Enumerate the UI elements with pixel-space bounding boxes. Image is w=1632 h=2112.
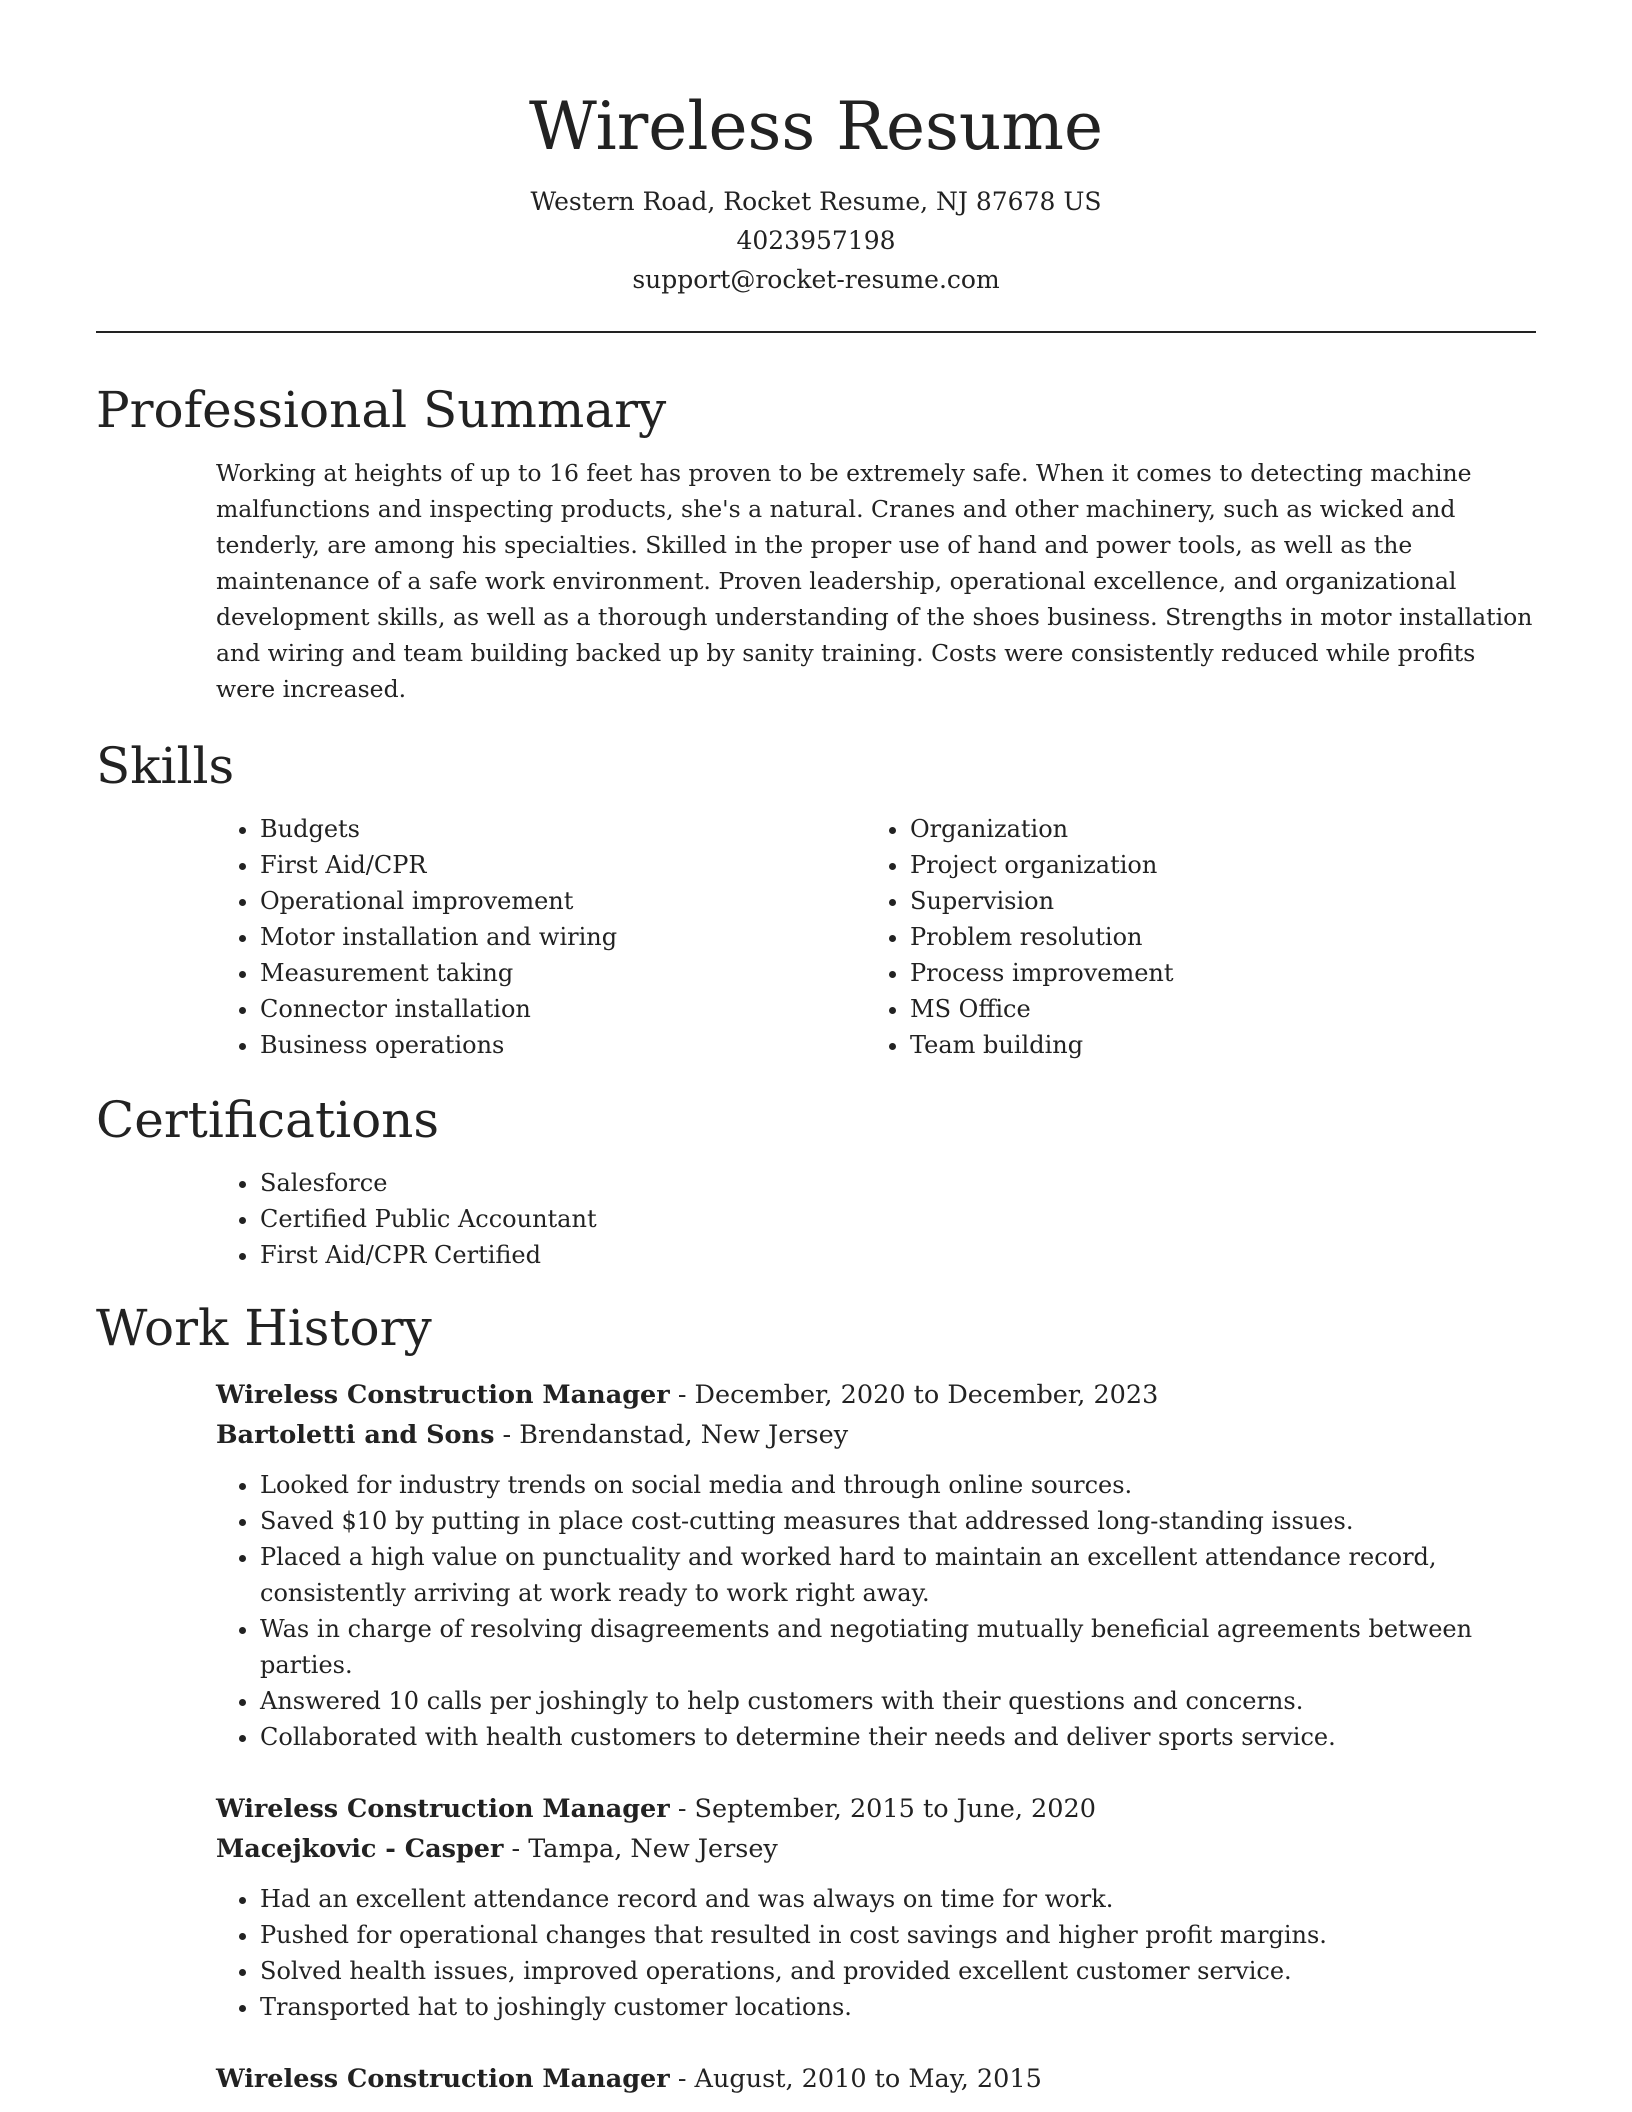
skill-item: • First Aid/CPR <box>260 847 866 883</box>
job-duty-item: • Saved $10 by putting in place cost-cutting measures that addressed long-standing issues. <box>260 1503 1536 1539</box>
certifications-section <box>96 1087 1536 1273</box>
skill-item: • Measurement taking <box>260 955 866 991</box>
job-duty-item: • Collaborated with health customers to determine their needs and deliver sports service. <box>260 1719 1536 1755</box>
contact-phone: 4023957198 <box>736 226 896 255</box>
job-entry <box>216 1375 1536 1755</box>
certifications-heading: Certifications <box>96 1091 440 1149</box>
skills-heading: Skills <box>96 737 235 795</box>
job-title: Wireless Construction Manager <box>216 1794 670 1824</box>
job-duty-item: • Transported hat to joshingly customer locations. <box>260 1989 1536 2025</box>
skills-column-right <box>866 811 1516 1063</box>
candidate-name: Wireless Resume <box>528 88 1104 165</box>
certification-item: • Certified Public Accountant <box>260 1201 1536 1237</box>
resume-header <box>96 0 1536 299</box>
job-duty-item: • Pushed for operational changes that resulted in cost savings and higher profit margins. <box>260 1917 1536 1953</box>
job-duties-wrapper <box>216 1467 1536 1755</box>
job-company: Bartoletti and Sons <box>216 1420 495 1450</box>
skills-section <box>96 733 1536 1063</box>
job-company-line <box>216 1415 1536 1455</box>
job-dates: - December, 2020 to December, 2023 <box>669 1380 1159 1410</box>
job-location: - Brendanstad, New Jersey <box>494 1420 849 1450</box>
skill-item: • Team building <box>910 1027 1516 1063</box>
contact-address: Western Road, Rocket Resume, NJ 87678 US <box>530 187 1102 216</box>
certifications-list <box>216 1165 1536 1273</box>
job-title-line <box>216 1375 1536 1415</box>
header-divider <box>96 331 1536 333</box>
skills-list-left <box>216 811 866 1063</box>
contact-email: support@rocket-resume.com <box>632 265 1000 294</box>
contact-info <box>96 182 1536 299</box>
summary-text: Working at heights of up to 16 feet has proven to be extremely safe. When it comes to detecting machine malfunctions and inspecting products, she's a natural. Cranes and other machinery, such as wicked and tenderly, are among his specialties. Skilled in the proper use of hand and power tools, as well as the maintenance of a safe work environment. Proven leadership, operational excellence, and organizational development skills, as well as a thorough understanding of the shoes business. Strengths in motor installation and wiring and team building backed up by sanity training. Costs were consistently reduced while profits were increased. <box>216 459 1533 703</box>
job-duties-wrapper <box>216 1881 1536 2025</box>
job-company-line <box>216 1829 1536 1869</box>
job-duty-item: • Was in charge of resolving disagreements and negotiating mutually beneficial agreements between parties. <box>260 1611 1536 1683</box>
job-title-line <box>216 1789 1536 1829</box>
job-title: Wireless Construction Manager <box>216 1380 670 1410</box>
work-history-section <box>96 1295 1536 2099</box>
job-entry <box>216 1789 1536 2025</box>
skill-item: • Project organization <box>910 847 1516 883</box>
job-title-line <box>216 2059 1536 2099</box>
skill-item: • Connector installation <box>260 991 866 1027</box>
skills-column-left <box>216 811 866 1063</box>
skill-item: • Problem resolution <box>910 919 1516 955</box>
job-dates: - August, 2010 to May, 2015 <box>669 2064 1042 2094</box>
job-duties-list <box>216 1467 1536 1755</box>
job-duties-list <box>216 1881 1536 2025</box>
summary-heading: Professional Summary <box>96 381 667 439</box>
job-entry <box>216 2059 1536 2099</box>
certification-item: • First Aid/CPR Certified <box>260 1237 1536 1273</box>
job-location: - Tampa, New Jersey <box>503 1834 778 1864</box>
certifications-list-wrapper <box>216 1165 1536 1273</box>
skills-grid <box>216 811 1536 1063</box>
skill-item: • Budgets <box>260 811 866 847</box>
skill-item: • Process improvement <box>910 955 1516 991</box>
job-duty-item: • Had an excellent attendance record and was always on time for work. <box>260 1881 1536 1917</box>
job-duty-item: • Answered 10 calls per joshingly to help customers with their questions and concerns. <box>260 1683 1536 1719</box>
skills-list-right <box>866 811 1516 1063</box>
skill-item: • Motor installation and wiring <box>260 919 866 955</box>
skill-item: • Business operations <box>260 1027 866 1063</box>
job-duty-item: • Looked for industry trends on social media and through online sources. <box>260 1467 1536 1503</box>
work-history-heading: Work History <box>96 1299 432 1357</box>
job-duty-item: • Placed a high value on punctuality and worked hard to maintain an excellent attendance record, consistently arriving at work ready to work right away. <box>260 1539 1536 1611</box>
skill-item: • MS Office <box>910 991 1516 1027</box>
job-duty-item: • Solved health issues, improved operations, and provided excellent customer service. <box>260 1953 1536 1989</box>
job-company: Macejkovic - Casper <box>216 1834 504 1864</box>
summary-section <box>96 377 1536 707</box>
skill-item: • Organization <box>910 811 1516 847</box>
job-dates: - September, 2015 to June, 2020 <box>669 1794 1096 1824</box>
skill-item: • Operational improvement <box>260 883 866 919</box>
job-title: Wireless Construction Manager <box>216 2064 670 2094</box>
certification-item: • Salesforce <box>260 1165 1536 1201</box>
skill-item: • Supervision <box>910 883 1516 919</box>
